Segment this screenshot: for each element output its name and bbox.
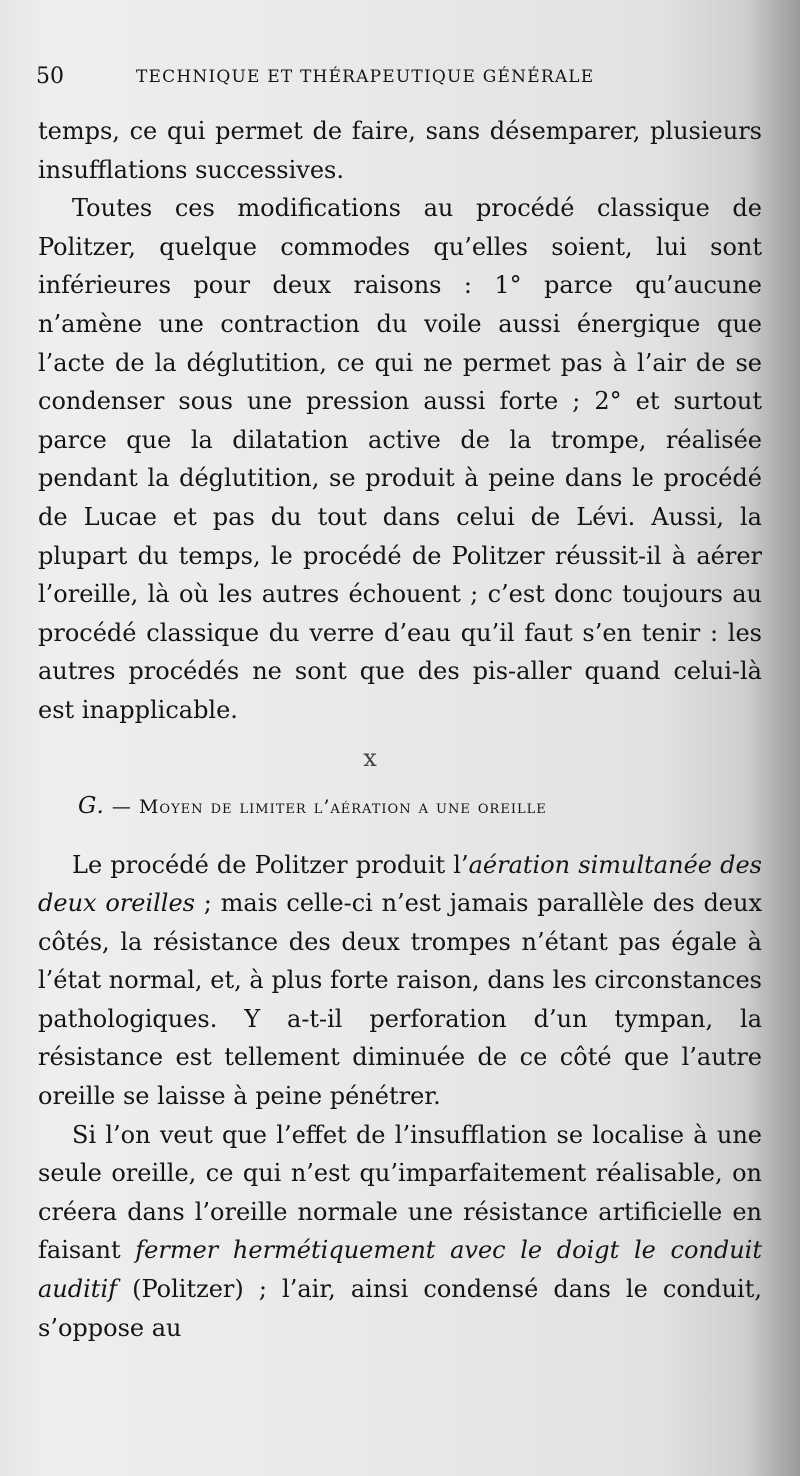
section-title: Moyen de limiter l’aération a une oreille <box>138 795 547 818</box>
paragraph-modifications: Toutes ces modifications au procédé classique de Politzer, quelque commodes qu’elles soient, lui sont inférieures pour deux raisons : 1° parce qu’aucune n’amène une contraction du voile aussi énergique que l’acte de la déglutition, ce qui ne permet pas à l’air de se condenser sous une pression aussi forte ; 2° et surtout parce que la dilatation active de la trompe, réalisée pendant la déglutition, se produit à peine dans le procédé de Lucae et pas du tout dans celui de Lévi. Aussi, la plupart du temps, le procédé de Politzer réussit-il à aérer l’oreille, là où les autres échouent ; c’est donc toujours au procédé classique du verre d’eau qu’il faut s’en tenir : les autres procédés ne sont que des pis-aller quand celui-là est inapplicable. <box>38 194 762 724</box>
page-number: 50 <box>36 64 64 89</box>
section-letter: G. <box>78 792 105 819</box>
body-text <box>38 112 762 1347</box>
paragraph-continuation: temps, ce qui permet de faire, sans désemparer, plusieurs insufflations successives. <box>38 117 762 184</box>
handwritten-mark: x <box>363 743 377 772</box>
emphasis-aeration-simultanee: aération simultanée des deux oreilles <box>38 850 762 918</box>
emphasis-fermer-hermetiquement: fermer hermétiquement avec le doigt le conduit auditif <box>38 1236 762 1304</box>
running-head: TECHNIQUE ET THÉRAPEUTIQUE GÉNÉRALE <box>136 67 595 87</box>
section-dash: — <box>104 795 139 818</box>
paragraph-localisation: Si l’on veut que l’effet de l’insufflation se localise à une seule oreille, ce qui n’est qu’imparfaitement réalisable, on créera dans l’oreille normale une résistance artificielle en faisant fermer hermétiquement avec le doigt le conduit auditif (Politzer) ; l’air, ainsi condensé dans le conduit, s’oppose au <box>38 1120 762 1342</box>
page-header <box>36 62 756 92</box>
paragraph-aeration: Le procédé de Politzer produit l’aération simultanée des deux oreilles ; mais celle-ci n’est jamais parallèle des deux côtés, la résistance des deux trompes n’étant pas égale à l’état normal, et, à plus forte raison, dans les circonstances pathologiques. Y a-t-il perforation d’un tympan, la résistance est tellement diminuée de ce côté que l’autre oreille se laisse à peine pénétrer. <box>38 850 763 1111</box>
section-heading <box>38 786 762 846</box>
